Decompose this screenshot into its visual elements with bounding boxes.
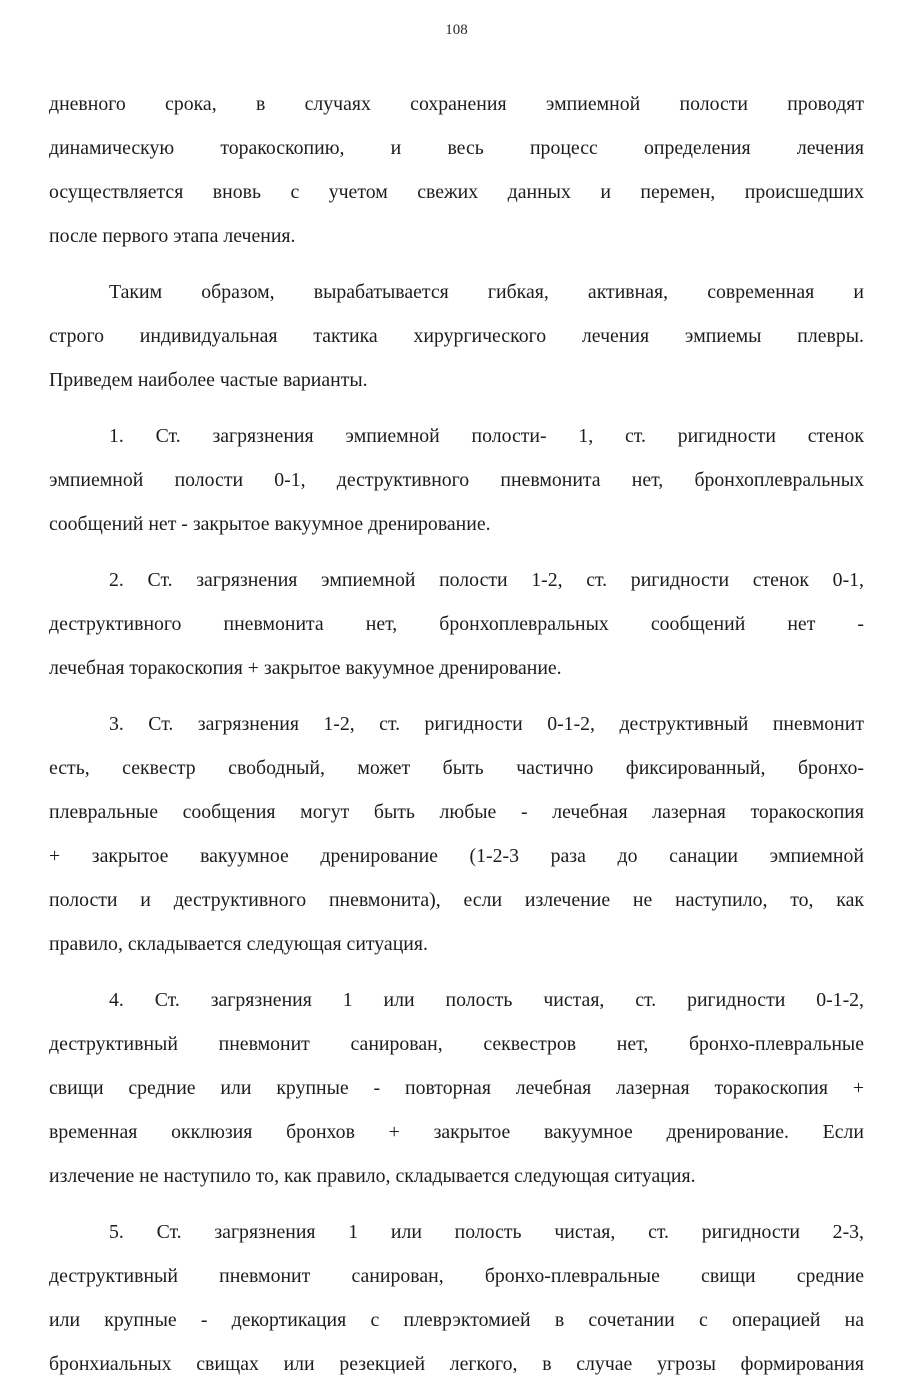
text-line: после первого этапа лечения. — [49, 225, 296, 247]
text-line: Приведем наиболее частые варианты. — [49, 369, 368, 391]
text-line: правило, складывается следующая ситуация. — [49, 933, 428, 955]
paragraph-variant-2 — [49, 558, 864, 690]
text-line: 1. Ст. загрязнения эмпиемной полости- 1, ст. ригидности стенок — [109, 425, 864, 447]
text-line: плевральные сообщения могут быть любые - лечебная лазерная торакоскопия — [49, 801, 864, 823]
text-line: есть, секвестр свободный, может быть частично фиксированный, бронхо- — [49, 757, 864, 779]
body-text — [49, 82, 864, 1386]
text-line: эмпиемной полости 0-1, деструктивного пневмонита нет, бронхоплевральных — [49, 469, 864, 491]
text-line: свищи средние или крупные - повторная лечебная лазерная торакоскопия + — [49, 1077, 864, 1099]
paragraph-summary — [49, 270, 864, 402]
paragraph-variant-3 — [49, 702, 864, 966]
text-line: строго индивидуальная тактика хирургического лечения эмпиемы плевры. — [49, 325, 864, 347]
text-line: + закрытое вакуумное дренирование (1-2-3 раза до санации эмпиемной — [49, 845, 864, 867]
text-line: 3. Ст. загрязнения 1-2, ст. ригидности 0-1-2, деструктивный пневмонит — [109, 713, 864, 735]
text-line: деструктивного пневмонита нет, бронхоплевральных сообщений нет - — [49, 613, 864, 635]
text-line: сообщений нет - закрытое вакуумное дренирование. — [49, 513, 491, 535]
text-line: временная окклюзия бронхов + закрытое вакуумное дренирование. Если — [49, 1121, 864, 1143]
text-line: осуществляется вновь с учетом свежих данных и перемен, происшедших — [49, 181, 864, 203]
paragraph-variant-4 — [49, 978, 864, 1198]
text-line: деструктивный пневмонит санирован, бронхо-плевральные свищи средние — [49, 1265, 864, 1287]
text-line: излечение не наступило то, как правило, складывается следующая ситуация. — [49, 1165, 696, 1187]
paragraph-continuation — [49, 82, 864, 258]
text-line: динамическую торакоскопию, и весь процесс определения лечения — [49, 137, 864, 159]
text-line: деструктивный пневмонит санирован, секвестров нет, бронхо-плевральные — [49, 1033, 864, 1055]
text-line: полости и деструктивного пневмонита), если излечение не наступило, то, как — [49, 889, 864, 911]
text-line: лечебная торакоскопия + закрытое вакуумное дренирование. — [49, 657, 562, 679]
text-line: дневного срока, в случаях сохранения эмпиемной полости проводят — [49, 93, 864, 115]
text-line: Таким образом, вырабатывается гибкая, активная, современная и — [109, 281, 864, 303]
text-line: 5. Ст. загрязнения 1 или полость чистая, ст. ригидности 2-3, — [109, 1221, 864, 1243]
text-line: бронхиальных свищах или резекцией легкого, в случае угрозы формирования — [49, 1353, 864, 1375]
paragraph-variant-5 — [49, 1210, 864, 1386]
paragraph-variant-1 — [49, 414, 864, 546]
text-line: или крупные - декортикация с плеврэктомией в сочетании с операцией на — [49, 1309, 864, 1331]
page-number: 108 — [445, 22, 468, 38]
text-line: 4. Ст. загрязнения 1 или полость чистая, ст. ригидности 0-1-2, — [109, 989, 864, 1011]
text-line: 2. Ст. загрязнения эмпиемной полости 1-2, ст. ригидности стенок 0-1, — [109, 569, 864, 591]
